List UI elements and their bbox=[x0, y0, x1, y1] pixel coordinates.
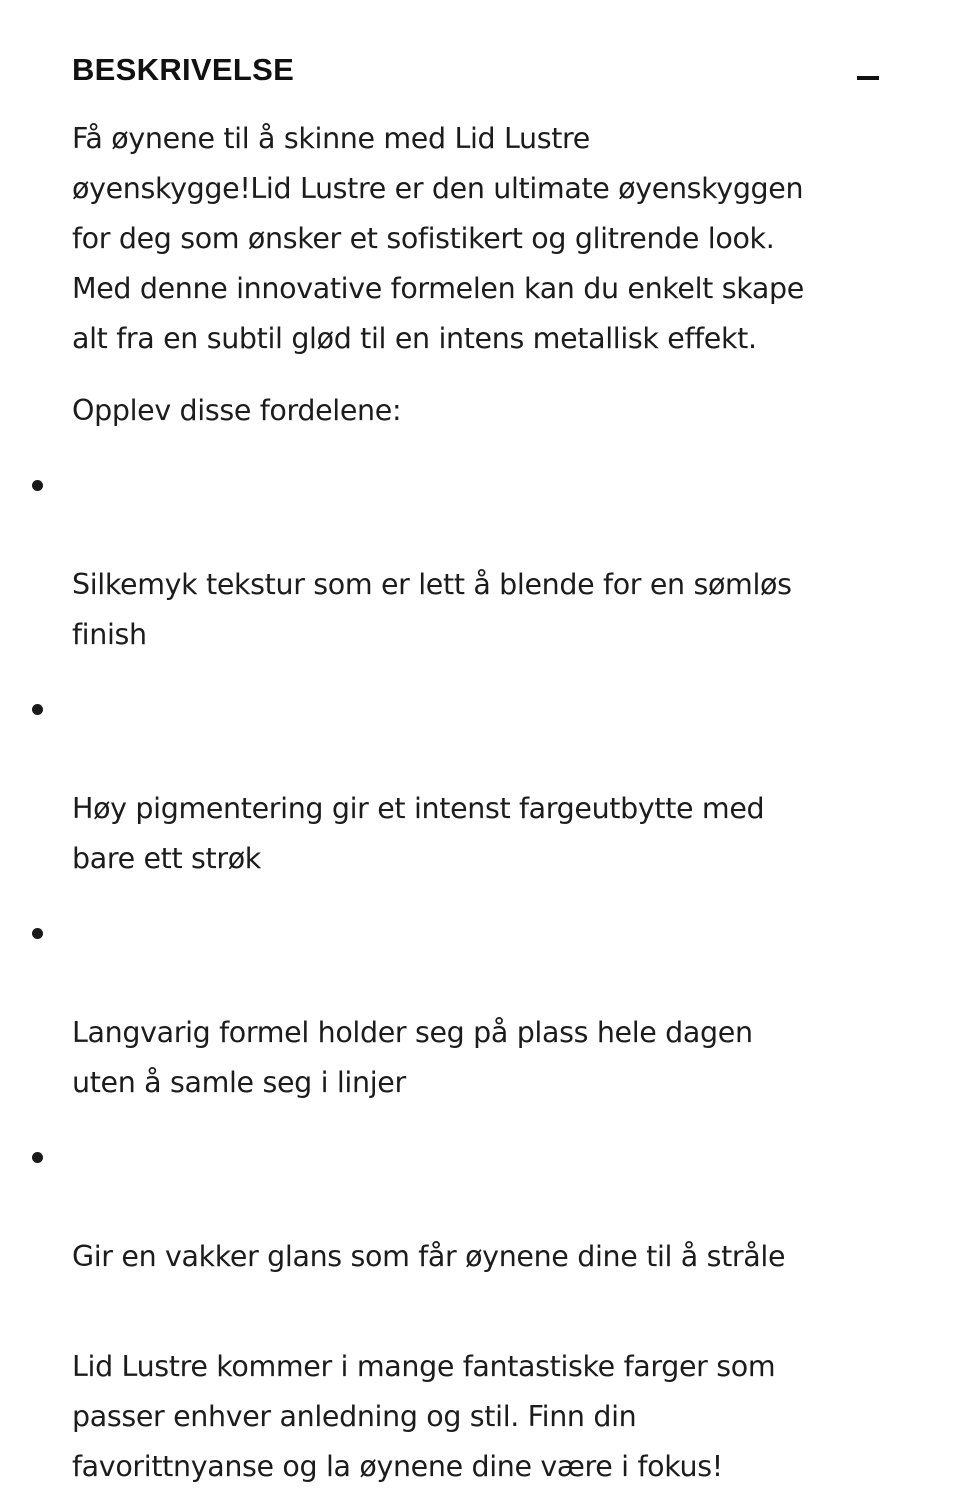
list-item bbox=[72, 1132, 912, 1282]
description-header[interactable] bbox=[72, 48, 888, 96]
bullet-icon bbox=[32, 480, 43, 491]
list-item-text: Silkemyk tekstur som er lett å blende for en sømløs finish bbox=[72, 568, 792, 651]
bullet-icon bbox=[32, 1152, 43, 1163]
minus-icon bbox=[857, 76, 879, 80]
description-body bbox=[72, 114, 912, 1492]
intro-paragraph: Få øynene til å skinne med Lid Lustre øyenskygge!Lid Lustre er den ultimate øyenskyggen for deg som ønsker et sofistikert og glitrende look. Med denne innovative formelen kan du enkelt skape alt fra en subtil glød til en intens metallisk effekt. bbox=[72, 122, 804, 355]
list-item bbox=[72, 908, 912, 1108]
benefits-lead: Opplev disse fordelene: bbox=[72, 394, 402, 427]
collapse-button[interactable] bbox=[856, 66, 882, 88]
list-item bbox=[72, 684, 912, 884]
list-item-text: Langvarig formel holder seg på plass hele dagen uten å samle seg i linjer bbox=[72, 1016, 753, 1099]
list-item-text: Gir en vakker glans som får øynene dine til å stråle bbox=[72, 1240, 786, 1273]
list-item bbox=[72, 460, 912, 660]
bullet-icon bbox=[32, 704, 43, 715]
benefits-list bbox=[72, 460, 912, 1282]
bullet-icon bbox=[32, 928, 43, 939]
outro-paragraph: Lid Lustre kommer i mange fantastiske farger som passer enhver anledning og stil. Finn din favorittnyanse og la øynene dine være i fokus! bbox=[72, 1350, 776, 1483]
list-item-text: Høy pigmentering gir et intenst fargeutbytte med bare ett strøk bbox=[72, 792, 765, 875]
description-title: BESKRIVELSE bbox=[72, 52, 295, 87]
